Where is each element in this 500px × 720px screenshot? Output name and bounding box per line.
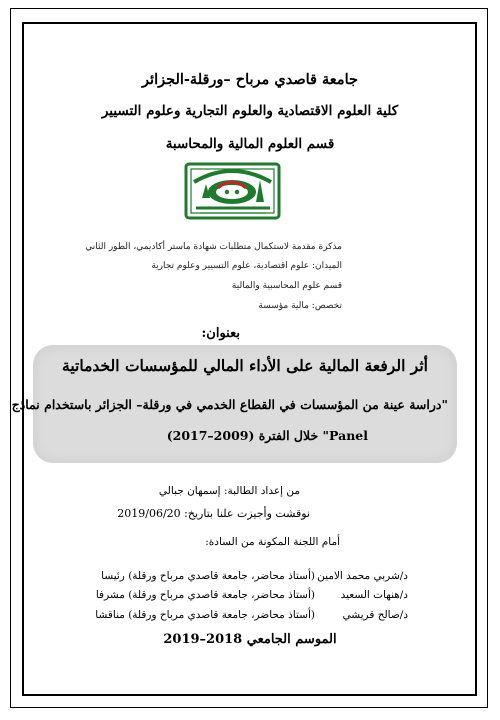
- defense-date: نوقشت وأجيزت علنا بتاريخ: 2019/06/20: [117, 507, 310, 520]
- memo-field: الميدان: علوم اقتصادية، علوم التسيير وعلوم تجارية: [151, 261, 342, 271]
- memo-purpose: مذكرة مقدمة لاستكمال متطلبات شهادة ماستر أكاديمي، الطور الثاني: [85, 242, 342, 252]
- committee-member-role: (أستاذ محاضر، جامعة قاصدي مرباح ورقلة) مشرفا: [95, 589, 315, 601]
- department-name: قسم العلوم المالية والمحاسبة: [165, 136, 335, 152]
- committee-member-role: (أستاذ محاضر، جامعة قاصدي مرباح ورقلة) مناقشا: [95, 609, 315, 621]
- title-label: بعنوان:: [201, 326, 240, 341]
- memo-branch: قسم علوم المحاسبية والمالية: [231, 281, 342, 291]
- thesis-title: أثر الرفعة المالية على الأداء المالي للمؤسسات الخدماتية: [62, 356, 428, 375]
- academic-season: الموسم الجامعي 2018–2019: [163, 632, 337, 647]
- committee-heading: أمام اللجنة المكونة من السادة:: [205, 536, 340, 548]
- committee-member-name: د/هنهات السعيد: [340, 589, 408, 601]
- prepared-by: من إعداد الطالبة: إسمهان جبالي: [158, 485, 300, 497]
- committee-member-name: د/شربي محمد الامين: [317, 570, 408, 582]
- memo-specialty: تخصص: مالية مؤسسة: [258, 301, 342, 311]
- university-name: جامعة قاصدي مرباح –ورقلة-الجزائر: [142, 71, 358, 88]
- thesis-subtitle-line2: Panel" خلال الفترة (2009–2017): [166, 428, 368, 443]
- thesis-subtitle-line1: "دراسة عينة من المؤسسات في القطاع الخدمي في ورقلة– الجزائر باستخدام نماذج: [11, 397, 448, 412]
- committee-member-role: (أستاذ محاضر، جامعة قاصدي مرباح ورقلة) رئيسا: [101, 570, 315, 582]
- university-seal-icon: [180, 158, 285, 224]
- faculty-name: كلية العلوم الاقتصادية والعلوم التجارية وعلوم التسيير: [101, 103, 399, 119]
- committee-member-name: د/صالح قريشي: [342, 609, 408, 621]
